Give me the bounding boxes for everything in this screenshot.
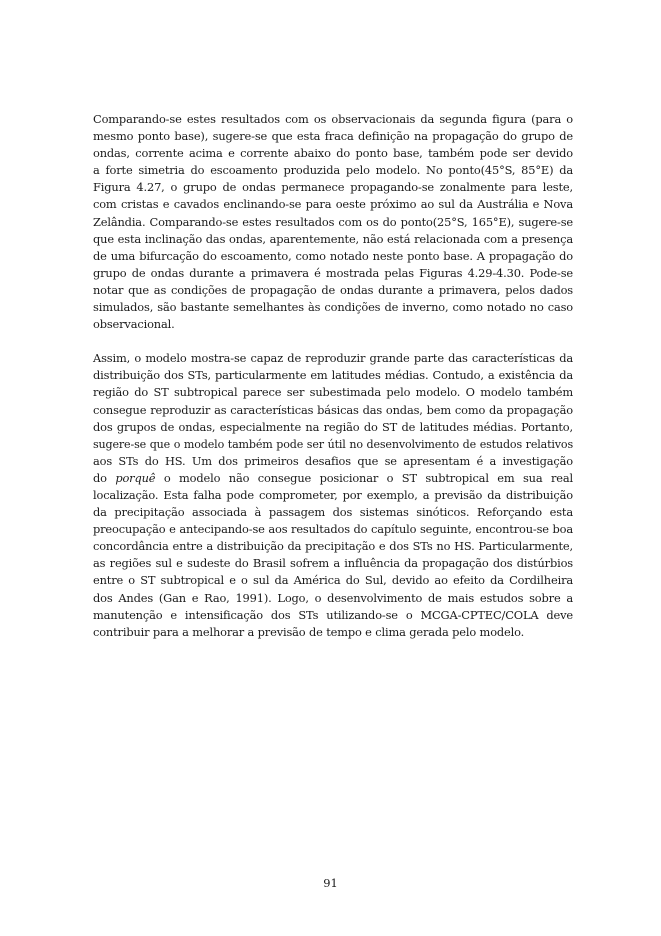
text-line: com cristas e cavados enclinando-se para oeste próximo ao sul da Austrália e Nova bbox=[93, 197, 573, 212]
text-line: Assim, o modelo mostra-se capaz de reproduzir grande parte das características da bbox=[93, 351, 573, 366]
text-line: preocupação e antecipando-se aos resultados do capítulo seguinte, encontrou-se boa bbox=[93, 522, 573, 537]
text-line: distribuição dos STs, particularmente em latitudes médias. Contudo, a existência da bbox=[93, 368, 573, 383]
paragraph-2 bbox=[93, 350, 573, 641]
text-line: ondas, corrente acima e corrente abaixo do ponto base, também pode ser devido bbox=[93, 146, 573, 161]
text-line: concordância entre a distribuição da precipitação e dos STs no HS. Particularmente, bbox=[93, 539, 573, 554]
text-line: aos STs do HS. Um dos primeiros desafios que se apresentam é a investigação bbox=[93, 453, 573, 468]
text-line: notar que as condições de propagação de ondas durante a primavera, pelos dados bbox=[93, 282, 573, 297]
page-number: 91 bbox=[323, 876, 338, 890]
text-line: as regiões sul e sudeste do Brasil sofrem a influência da propagação dos distúrbios bbox=[93, 556, 573, 571]
text-line: consegue reproduzir as características básicas das ondas, bem como da propagação bbox=[93, 402, 573, 417]
emphasized-word: porquê bbox=[115, 470, 156, 485]
text-line: localização. Esta falha pode comprometer, por exemplo, a previsão da distribuição bbox=[93, 487, 573, 502]
text-line: simulados, são bastante semelhantes às condições de inverno, como notado no caso bbox=[93, 300, 573, 315]
text-fragment: do bbox=[93, 470, 116, 485]
text-line-with-emphasis bbox=[93, 470, 573, 487]
text-line: contribuir para a melhorar a previsão de tempo e clima gerada pelo modelo. bbox=[93, 624, 525, 639]
text-line: dos grupos de ondas, especialmente na região do ST de latitudes médias. Portanto, bbox=[93, 419, 573, 434]
text-line: mesmo ponto base), sugere-se que esta fraca definição na propagação do grupo de bbox=[93, 129, 573, 144]
text-line: manutenção e intensificação dos STs utilizando-se o MCGA-CPTEC/COLA deve bbox=[93, 607, 573, 622]
text-line: a forte simetria do escoamento produzida pelo modelo. No ponto(45°S, 85°E) da bbox=[93, 163, 573, 178]
text-line: de uma bifurcação do escoamento, como notado neste ponto base. A propagação do bbox=[93, 248, 573, 263]
text-line: Comparando-se estes resultados com os observacionais da segunda figura (para o bbox=[93, 112, 573, 126]
paragraph-1 bbox=[93, 111, 573, 333]
text-line: dos Andes (Gan e Rao, 1991). Logo, o desenvolvimento de mais estudos sobre a bbox=[93, 590, 573, 605]
text-line: que esta inclinação das ondas, aparentemente, não está relacionada com a presença bbox=[93, 231, 573, 246]
text-line: observacional. bbox=[93, 317, 175, 332]
text-line: Zelândia. Comparando-se estes resultados com os do ponto(25°S, 165°E), sugere-se bbox=[93, 214, 573, 229]
text-line: região do ST subtropical parece ser subestimada pelo modelo. O modelo também bbox=[93, 385, 573, 400]
paragraph-spacer bbox=[93, 333, 573, 350]
text-line: entre o ST subtropical e o sul da América do Sul, devido ao efeito da Cordilheira bbox=[93, 573, 573, 588]
text-fragment: o modelo não consegue posicionar o ST subtropical em sua real bbox=[155, 470, 573, 485]
text-line: grupo de ondas durante a primavera é mostrada pelas Figuras 4.29-4.30. Pode-se bbox=[93, 265, 573, 280]
text-line: Figura 4.27, o grupo de ondas permanece propagando-se zonalmente para leste, bbox=[93, 180, 573, 195]
text-line: da precipitação associada à passagem dos sistemas sinóticos. Reforçando esta bbox=[93, 505, 573, 520]
text-line: sugere-se que o modelo também pode ser útil no desenvolvimento de estudos relativos bbox=[93, 437, 573, 451]
page-body bbox=[93, 111, 573, 641]
